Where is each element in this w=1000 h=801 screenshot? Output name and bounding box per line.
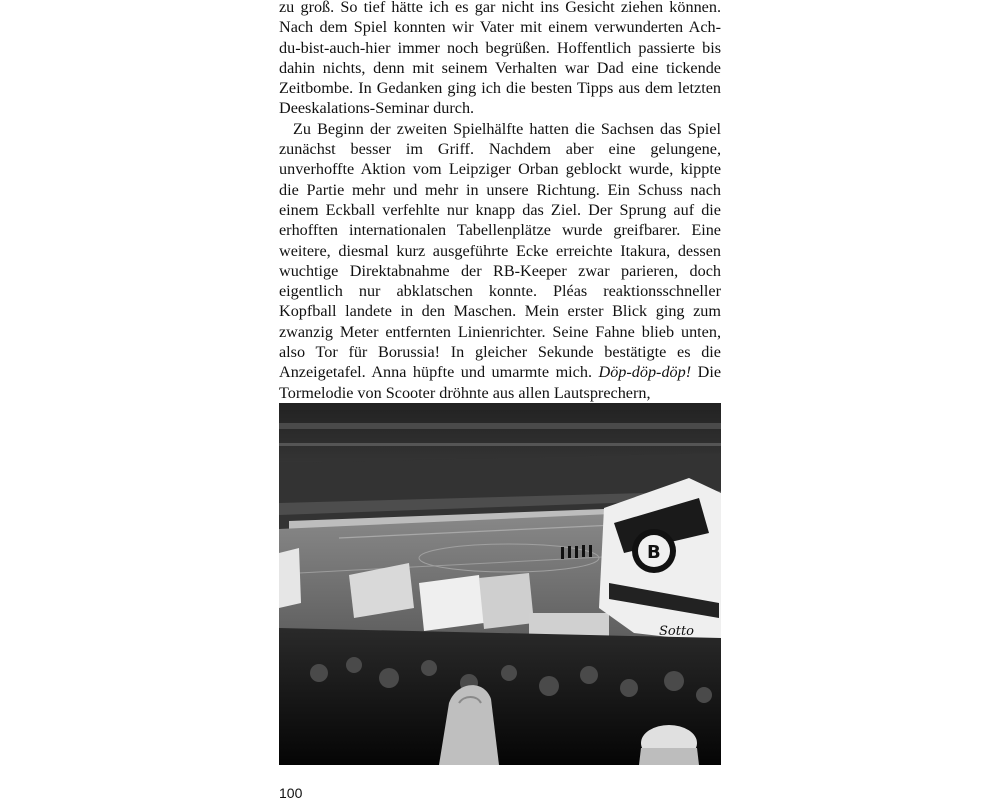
paragraph-2-start: Zu Beginn der zweiten Spielhälfte hatten die Sachsen das Spiel zunächst besser im Griff. Nachdem aber eine gelungene, unverhoffte Aktion vom Leipziger Orban geblockt wurde, kippte die Partie mehr und mehr in unsere Richtung. Ein Schuss nach einem Eckball verfehlte nur knapp das Ziel. Der Sprung auf die erhofften internationalen Tabellenplätze wurde greifbarer. Eine weitere, diesmal kurz ausgeführte Ecke erreichte Itakura, dessen wuchtige Direktabnahme der RB-Keeper zwar parieren, doch eigentlich nur abklatschen konnte. Pléas reaktionsschneller Kopfball landete in den Maschen. Mein erster Blick ging zum zwanzig Meter entfernten Linienrichter. Seine Fahne blieb unten, also Tor für Borussia! In gleicher Sekunde bestätigte es die Anzeigetafel. Anna hüpfte und umarmte mich. [279, 119, 721, 382]
paragraph-2-italic: Döp-döp-döp! [598, 363, 692, 382]
banner-text-1: Sotto [659, 624, 695, 639]
stadium-photo [279, 403, 721, 765]
flag-left [279, 548, 301, 608]
stadium-illustration [279, 403, 721, 765]
page-number: 100 [279, 785, 303, 801]
paragraph-1: zu groß. So tief hätte ich es gar nicht ins Gesicht ziehen können. Nach dem Spiel konnten wir Vater mit einem verwunderten Ach-du-bist-auch-hier immer noch begrüßen. Hoffentlich passierte bis dahin nichts, denn mit seinem Verhalten war Dad eine tickende Zeitbombe. In Gedanken ging ich die besten Tipps aus dem letzten Deeskalations-Seminar durch. [279, 0, 721, 118]
body-text [279, 0, 721, 403]
paragraph-2 [279, 119, 721, 403]
flag-center [419, 575, 484, 631]
svg-text:B: B [647, 542, 661, 563]
paragraph-2-end: Die Tormelodie von Scooter dröhnte aus allen Lautsprechern, [279, 363, 721, 402]
